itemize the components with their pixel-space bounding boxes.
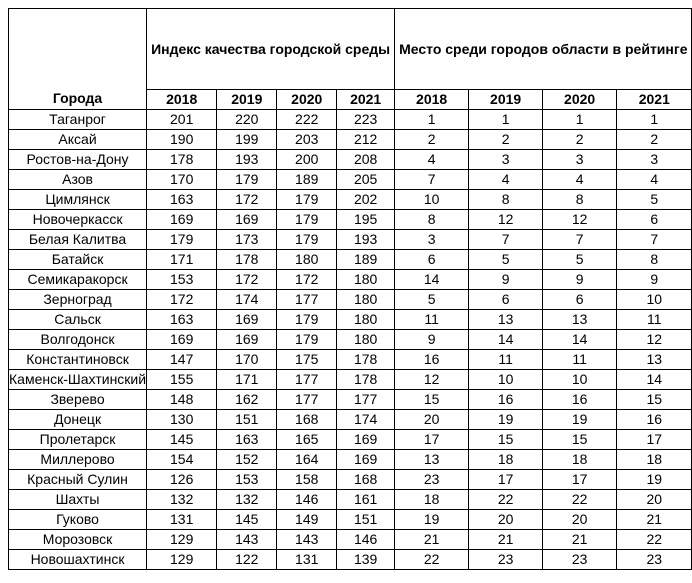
table-row	[9, 490, 692, 510]
index-value-cell: 130	[147, 410, 217, 430]
index-value-cell: 132	[217, 490, 277, 510]
rank-value-cell: 7	[469, 230, 543, 250]
index-value-cell: 129	[147, 550, 217, 570]
rank-value-cell: 1	[543, 110, 617, 130]
rank-value-cell: 13	[543, 310, 617, 330]
index-value-cell: 132	[147, 490, 217, 510]
rank-value-cell: 23	[469, 550, 543, 570]
index-value-cell: 164	[277, 450, 337, 470]
index-value-cell: 190	[147, 130, 217, 150]
index-value-cell: 152	[217, 450, 277, 470]
rank-value-cell: 7	[395, 170, 469, 190]
table-row	[9, 470, 692, 490]
index-value-cell: 151	[337, 510, 395, 530]
rank-value-cell: 22	[469, 490, 543, 510]
index-value-cell: 169	[147, 210, 217, 230]
index-value-cell: 179	[277, 230, 337, 250]
table-row	[9, 210, 692, 230]
rank-value-cell: 12	[469, 210, 543, 230]
index-value-cell: 223	[337, 110, 395, 130]
city-cell: Каменск-Шахтинский	[9, 370, 147, 390]
rank-value-cell: 21	[469, 530, 543, 550]
table-row	[9, 130, 692, 150]
rank-value-cell: 2	[617, 130, 692, 150]
index-value-cell: 175	[277, 350, 337, 370]
index-value-cell: 212	[337, 130, 395, 150]
index-value-cell: 155	[147, 370, 217, 390]
rank-value-cell: 15	[617, 390, 692, 410]
rank-value-cell: 19	[543, 410, 617, 430]
index-value-cell: 171	[147, 250, 217, 270]
rank-value-cell: 12	[617, 330, 692, 350]
rank-value-cell: 15	[543, 430, 617, 450]
index-value-cell: 168	[337, 470, 395, 490]
rank-value-cell: 13	[395, 450, 469, 470]
rank-value-cell: 5	[543, 250, 617, 270]
city-cell: Зерноград	[9, 290, 147, 310]
rank-value-cell: 3	[617, 150, 692, 170]
rank-value-cell: 20	[469, 510, 543, 530]
index-value-cell: 169	[217, 330, 277, 350]
index-value-cell: 180	[337, 310, 395, 330]
index-value-cell: 178	[337, 350, 395, 370]
index-value-cell: 169	[147, 330, 217, 350]
rank-value-cell: 13	[617, 350, 692, 370]
index-value-cell: 178	[147, 150, 217, 170]
index-value-cell: 178	[217, 250, 277, 270]
index-value-cell: 169	[337, 430, 395, 450]
index-value-cell: 146	[277, 490, 337, 510]
index-value-cell: 220	[217, 110, 277, 130]
rank-value-cell: 1	[617, 110, 692, 130]
rank-value-cell: 22	[395, 550, 469, 570]
rank-year-header: 2019	[469, 90, 543, 110]
table-row	[9, 390, 692, 410]
rank-value-cell: 12	[543, 210, 617, 230]
rank-value-cell: 16	[469, 390, 543, 410]
rank-value-cell: 19	[469, 410, 543, 430]
index-value-cell: 165	[277, 430, 337, 450]
rank-value-cell: 11	[543, 350, 617, 370]
rank-value-cell: 14	[469, 330, 543, 350]
rank-value-cell: 16	[617, 410, 692, 430]
table-row	[9, 430, 692, 450]
rank-value-cell: 19	[617, 470, 692, 490]
city-rating-table	[8, 8, 692, 570]
city-cell: Ростов-на-Дону	[9, 150, 147, 170]
rank-value-cell: 14	[543, 330, 617, 350]
rank-value-cell: 17	[469, 470, 543, 490]
index-value-cell: 172	[277, 270, 337, 290]
index-value-cell: 177	[277, 290, 337, 310]
index-value-cell: 149	[277, 510, 337, 530]
rank-value-cell: 4	[395, 150, 469, 170]
index-value-cell: 179	[147, 230, 217, 250]
index-value-cell: 139	[337, 550, 395, 570]
rank-value-cell: 18	[395, 490, 469, 510]
rank-value-cell: 11	[395, 310, 469, 330]
index-value-cell: 169	[217, 210, 277, 230]
rank-value-cell: 8	[543, 190, 617, 210]
index-value-cell: 222	[277, 110, 337, 130]
rank-value-cell: 18	[543, 450, 617, 470]
city-cell: Азов	[9, 170, 147, 190]
rank-value-cell: 11	[469, 350, 543, 370]
rank-year-header: 2021	[617, 90, 692, 110]
rank-value-cell: 14	[617, 370, 692, 390]
index-value-cell: 168	[277, 410, 337, 430]
index-value-cell: 145	[217, 510, 277, 530]
city-cell: Новошахтинск	[9, 550, 147, 570]
table-row	[9, 330, 692, 350]
index-value-cell: 180	[337, 270, 395, 290]
table-row	[9, 410, 692, 430]
rank-value-cell: 17	[617, 430, 692, 450]
table-row	[9, 550, 692, 570]
index-value-cell: 177	[277, 370, 337, 390]
rank-value-cell: 7	[617, 230, 692, 250]
table-row	[9, 290, 692, 310]
index-value-cell: 169	[337, 450, 395, 470]
city-cell: Пролетарск	[9, 430, 147, 450]
index-value-cell: 143	[277, 530, 337, 550]
rank-value-cell: 9	[617, 270, 692, 290]
rank-value-cell: 16	[543, 390, 617, 410]
index-value-cell: 202	[337, 190, 395, 210]
rank-value-cell: 18	[469, 450, 543, 470]
rank-group-header: Место среди городов области в рейтинге	[395, 9, 692, 90]
index-value-cell: 170	[147, 170, 217, 190]
table-row	[9, 310, 692, 330]
index-value-cell: 129	[147, 530, 217, 550]
city-cell: Гуково	[9, 510, 147, 530]
index-value-cell: 193	[217, 150, 277, 170]
index-value-cell: 203	[277, 130, 337, 150]
index-value-cell: 154	[147, 450, 217, 470]
index-group-header: Индекс качества городской среды	[147, 9, 395, 90]
index-value-cell: 174	[217, 290, 277, 310]
city-cell: Сальск	[9, 310, 147, 330]
index-value-cell: 173	[217, 230, 277, 250]
index-value-cell: 131	[147, 510, 217, 530]
index-value-cell: 126	[147, 470, 217, 490]
rank-value-cell: 3	[469, 150, 543, 170]
rank-value-cell: 22	[543, 490, 617, 510]
rank-value-cell: 12	[395, 370, 469, 390]
rank-value-cell: 6	[469, 290, 543, 310]
table-row	[9, 370, 692, 390]
index-value-cell: 174	[337, 410, 395, 430]
index-value-cell: 205	[337, 170, 395, 190]
city-cell: Аксай	[9, 130, 147, 150]
rank-value-cell: 2	[469, 130, 543, 150]
index-value-cell: 180	[337, 330, 395, 350]
index-value-cell: 131	[277, 550, 337, 570]
index-value-cell: 199	[217, 130, 277, 150]
index-value-cell: 193	[337, 230, 395, 250]
rank-year-header: 2018	[395, 90, 469, 110]
rank-value-cell: 5	[469, 250, 543, 270]
rank-value-cell: 5	[617, 190, 692, 210]
table-row	[9, 110, 692, 130]
index-value-cell: 179	[277, 210, 337, 230]
rank-value-cell: 9	[469, 270, 543, 290]
table-row	[9, 450, 692, 470]
index-value-cell: 200	[277, 150, 337, 170]
index-value-cell: 180	[337, 290, 395, 310]
city-cell: Шахты	[9, 490, 147, 510]
index-value-cell: 172	[217, 190, 277, 210]
table-row	[9, 270, 692, 290]
table-row	[9, 230, 692, 250]
city-cell: Цимлянск	[9, 190, 147, 210]
index-value-cell: 122	[217, 550, 277, 570]
index-value-cell: 147	[147, 350, 217, 370]
index-value-cell: 177	[277, 390, 337, 410]
table-body	[9, 110, 692, 570]
rank-value-cell: 10	[469, 370, 543, 390]
rank-value-cell: 23	[395, 470, 469, 490]
index-value-cell: 163	[147, 310, 217, 330]
index-value-cell: 170	[217, 350, 277, 370]
rank-value-cell: 10	[543, 370, 617, 390]
city-cell: Миллерово	[9, 450, 147, 470]
rank-value-cell: 11	[617, 310, 692, 330]
city-cell: Таганрог	[9, 110, 147, 130]
header-row	[9, 9, 692, 90]
index-value-cell: 162	[217, 390, 277, 410]
rank-value-cell: 1	[395, 110, 469, 130]
index-value-cell: 163	[147, 190, 217, 210]
index-value-cell: 161	[337, 490, 395, 510]
index-value-cell: 153	[217, 470, 277, 490]
index-value-cell: 179	[277, 190, 337, 210]
rank-value-cell: 10	[395, 190, 469, 210]
index-value-cell: 169	[217, 310, 277, 330]
rank-value-cell: 4	[543, 170, 617, 190]
rank-value-cell: 17	[395, 430, 469, 450]
table-row	[9, 510, 692, 530]
index-value-cell: 163	[217, 430, 277, 450]
index-year-header: 2018	[147, 90, 217, 110]
index-value-cell: 179	[217, 170, 277, 190]
city-cell: Зверево	[9, 390, 147, 410]
rank-value-cell: 20	[543, 510, 617, 530]
rank-value-cell: 3	[543, 150, 617, 170]
rank-value-cell: 15	[395, 390, 469, 410]
index-value-cell: 189	[277, 170, 337, 190]
index-year-header: 2020	[277, 90, 337, 110]
index-value-cell: 179	[277, 310, 337, 330]
rank-value-cell: 9	[543, 270, 617, 290]
rank-value-cell: 9	[395, 330, 469, 350]
index-value-cell: 151	[217, 410, 277, 430]
index-year-header: 2021	[337, 90, 395, 110]
index-value-cell: 146	[337, 530, 395, 550]
index-value-cell: 179	[277, 330, 337, 350]
index-value-cell: 143	[217, 530, 277, 550]
rank-value-cell: 21	[617, 510, 692, 530]
rank-value-cell: 23	[543, 550, 617, 570]
rank-value-cell: 16	[395, 350, 469, 370]
index-value-cell: 145	[147, 430, 217, 450]
table-row	[9, 170, 692, 190]
index-year-header: 2019	[217, 90, 277, 110]
index-value-cell: 208	[337, 150, 395, 170]
rank-value-cell: 6	[617, 210, 692, 230]
city-cell: Волгодонск	[9, 330, 147, 350]
table-row	[9, 350, 692, 370]
city-cell: Красный Сулин	[9, 470, 147, 490]
rank-value-cell: 5	[395, 290, 469, 310]
index-value-cell: 148	[147, 390, 217, 410]
rank-year-header: 2020	[543, 90, 617, 110]
rank-value-cell: 6	[543, 290, 617, 310]
index-value-cell: 178	[337, 370, 395, 390]
city-column-header: Города	[9, 9, 147, 110]
rank-value-cell: 20	[617, 490, 692, 510]
table-row	[9, 250, 692, 270]
rank-value-cell: 8	[617, 250, 692, 270]
rank-value-cell: 4	[617, 170, 692, 190]
index-value-cell: 189	[337, 250, 395, 270]
city-cell: Семикаракорск	[9, 270, 147, 290]
rank-value-cell: 13	[469, 310, 543, 330]
rank-value-cell: 23	[617, 550, 692, 570]
rank-value-cell: 6	[395, 250, 469, 270]
rank-value-cell: 4	[469, 170, 543, 190]
rank-value-cell: 20	[395, 410, 469, 430]
rank-value-cell: 7	[543, 230, 617, 250]
index-value-cell: 171	[217, 370, 277, 390]
table-row	[9, 190, 692, 210]
rank-value-cell: 8	[395, 210, 469, 230]
city-cell: Константиновск	[9, 350, 147, 370]
index-value-cell: 158	[277, 470, 337, 490]
rank-value-cell: 19	[395, 510, 469, 530]
rank-value-cell: 18	[617, 450, 692, 470]
rank-value-cell: 21	[543, 530, 617, 550]
table-row	[9, 150, 692, 170]
index-value-cell: 172	[147, 290, 217, 310]
table-row	[9, 530, 692, 550]
city-cell: Новочеркасск	[9, 210, 147, 230]
city-cell: Белая Калитва	[9, 230, 147, 250]
rank-value-cell: 10	[617, 290, 692, 310]
index-value-cell: 172	[217, 270, 277, 290]
city-cell: Батайск	[9, 250, 147, 270]
rank-value-cell: 1	[469, 110, 543, 130]
rank-value-cell: 17	[543, 470, 617, 490]
index-value-cell: 201	[147, 110, 217, 130]
index-value-cell: 180	[277, 250, 337, 270]
city-cell: Донецк	[9, 410, 147, 430]
rank-value-cell: 8	[469, 190, 543, 210]
rank-value-cell: 3	[395, 230, 469, 250]
rank-value-cell: 2	[395, 130, 469, 150]
index-value-cell: 195	[337, 210, 395, 230]
rank-value-cell: 14	[395, 270, 469, 290]
index-value-cell: 153	[147, 270, 217, 290]
city-cell: Морозовск	[9, 530, 147, 550]
rank-value-cell: 15	[469, 430, 543, 450]
index-value-cell: 177	[337, 390, 395, 410]
rank-value-cell: 22	[617, 530, 692, 550]
rank-value-cell: 2	[543, 130, 617, 150]
rank-value-cell: 21	[395, 530, 469, 550]
